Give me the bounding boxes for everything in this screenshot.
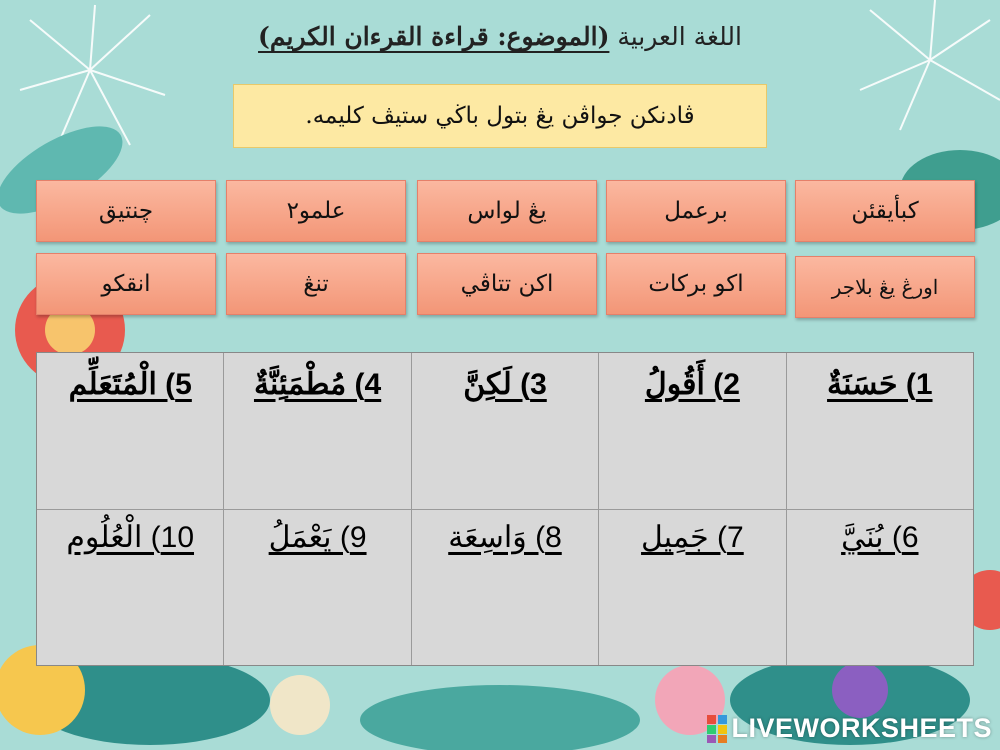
liveworksheets-brand xyxy=(706,713,992,744)
arabic-word: 3) لَكِنَّ xyxy=(463,368,547,401)
answer-tile[interactable]: كبأيقئن xyxy=(795,180,975,242)
answer-tile[interactable]: اكن تتاڤي xyxy=(417,253,597,315)
page-title xyxy=(200,22,800,51)
subject-label: اللغة العربية xyxy=(617,22,742,51)
answer-tile[interactable]: اورڠ يڠ بلاجر xyxy=(795,256,975,318)
answer-tile[interactable]: اكو بركات xyxy=(606,253,786,315)
drop-zone[interactable] xyxy=(224,353,410,509)
flower-decoration xyxy=(270,675,330,735)
answer-tile[interactable]: برعمل xyxy=(606,180,786,242)
arabic-word: 8) وَاسِعَة xyxy=(448,520,562,554)
drop-zone[interactable] xyxy=(224,510,410,666)
drop-zone[interactable] xyxy=(599,510,785,666)
arabic-word: 7) جَمِيل xyxy=(641,520,744,554)
drop-zone[interactable] xyxy=(787,353,973,509)
drop-zone[interactable] xyxy=(37,510,223,666)
answer-tile[interactable]: چنتيق xyxy=(36,180,216,242)
drop-zone[interactable] xyxy=(787,510,973,666)
arabic-word: 5) الْمُتَعَلِّم xyxy=(68,368,192,401)
arabic-word: 1) حَسَنَةٌ xyxy=(827,368,933,401)
answer-grid xyxy=(36,352,974,666)
drop-zone[interactable] xyxy=(412,353,598,509)
answer-tile[interactable]: انقكو xyxy=(36,253,216,315)
arabic-word: 2) أَقُولُ xyxy=(644,368,740,401)
drop-zone[interactable] xyxy=(37,353,223,509)
drop-zone[interactable] xyxy=(599,353,785,509)
flower-decoration xyxy=(832,662,888,718)
answer-tile[interactable]: تنڠ xyxy=(226,253,406,315)
answer-tile[interactable]: علمو٢ xyxy=(226,180,406,242)
topic-label: (الموضوع: قراءة القرءان الكريم) xyxy=(258,22,610,51)
instruction-box: ڤادنكن جواڤن يڠ بتول باڬي ستيڤ كليمه. xyxy=(233,84,767,148)
brand-label: LIVEWORKSHEETS xyxy=(731,713,992,743)
arabic-word: 6) بُنَيَّ xyxy=(841,520,919,554)
arabic-word: 4) مُطْمَئِنَّةٌ xyxy=(253,368,382,401)
drop-zone[interactable] xyxy=(412,510,598,666)
arabic-word: 9) يَعْمَلُ xyxy=(268,520,367,554)
answer-tile[interactable]: يڠ لواس xyxy=(417,180,597,242)
liveworksheets-logo-icon xyxy=(706,714,728,744)
arabic-word: 10) الْعُلُوم xyxy=(66,520,195,554)
